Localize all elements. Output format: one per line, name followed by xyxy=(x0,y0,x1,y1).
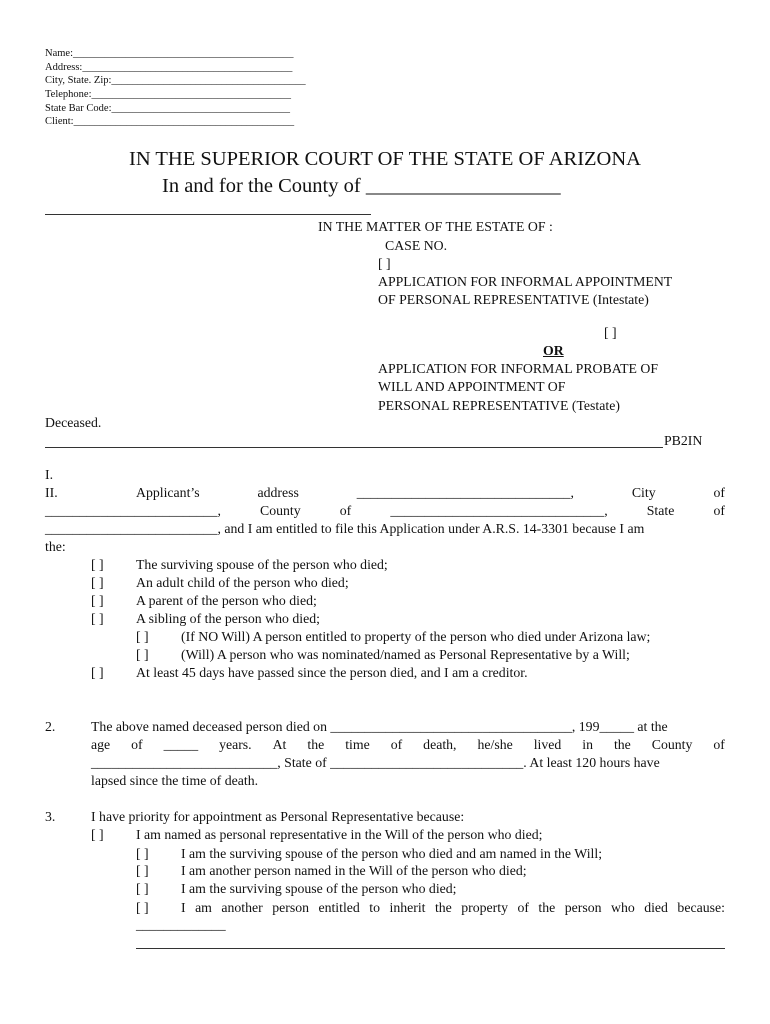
option-adult-child-text: An adult child of the person who died; xyxy=(136,575,349,590)
applicant-address-line[interactable] xyxy=(136,484,725,502)
word: the xyxy=(613,737,631,752)
word: he/she xyxy=(477,737,513,752)
word: to xyxy=(369,900,381,915)
entitlement-line: _________________________, and I am entitled to file this Application under A.R.S. 14-3301 because I am xyxy=(45,521,645,536)
priority-line: I have priority for appointment as Personal Representative because: xyxy=(91,809,465,824)
word: because: xyxy=(677,900,725,915)
surviving-spouse-text: I am the surviving spouse of the person who died; xyxy=(181,881,457,896)
para-3-number: 3. xyxy=(45,809,56,824)
word: Applicant’s xyxy=(136,485,200,500)
sub-option-will-checkbox[interactable]: [ ] xyxy=(136,647,149,662)
county-title: In and for the County of ___________________ xyxy=(162,175,561,197)
word: person xyxy=(272,900,309,915)
word: death, xyxy=(423,737,457,752)
word: time xyxy=(345,737,370,752)
option-parent-checkbox[interactable]: [ ] xyxy=(91,593,104,608)
form-code: PB2IN xyxy=(664,433,703,448)
word: of xyxy=(131,737,143,752)
option-spouse-text: The surviving spouse of the person who died; xyxy=(136,557,388,572)
word: State xyxy=(646,503,675,518)
option-sibling-checkbox[interactable]: [ ] xyxy=(91,611,104,626)
county-blank[interactable]: _______________________________, xyxy=(390,503,608,518)
court-title: IN THE SUPERIOR COURT OF THE STATE OF ARIZONA xyxy=(129,148,641,170)
deceased-label: Deceased. xyxy=(45,415,102,430)
word: County xyxy=(260,503,301,518)
word: address xyxy=(257,485,299,500)
spouse-named-text: I am the surviving spouse of the person who died and am named in the Will; xyxy=(181,846,603,861)
case-number-label: CASE NO. xyxy=(385,238,448,253)
another-named-checkbox[interactable]: [ ] xyxy=(136,863,149,878)
option-spouse-checkbox[interactable]: [ ] xyxy=(91,557,104,572)
applicant-city-county-line[interactable] xyxy=(45,502,725,520)
word: the xyxy=(538,900,556,915)
inherit-reason-line[interactable] xyxy=(136,948,725,949)
word: of xyxy=(517,900,529,915)
surviving-spouse-checkbox[interactable]: [ ] xyxy=(136,881,149,896)
word: of xyxy=(713,485,725,500)
address-field[interactable]: Address:________________________________________ xyxy=(45,62,293,73)
inherit-checkbox[interactable]: [ ] xyxy=(136,900,149,915)
caption-divider-line xyxy=(45,214,371,215)
county-state-line[interactable]: ___________________________, State of ____________________________. At least 120 hours have xyxy=(91,755,660,770)
testate-checkbox[interactable]: [ ] xyxy=(604,325,617,340)
app-intestate-line1: APPLICATION FOR INFORMAL APPOINTMENT xyxy=(378,274,673,289)
death-date-line[interactable]: The above named deceased person died on ___________________________________, 199_____ at the xyxy=(91,719,668,734)
age-blank[interactable]: _____ xyxy=(163,737,199,752)
city-state-zip-field[interactable]: City, State. Zip:_____________________________________ xyxy=(45,75,306,86)
option-creditor-checkbox[interactable]: [ ] xyxy=(91,665,104,680)
app-testate-line3: PERSONAL REPRESENTATIVE (Testate) xyxy=(378,398,620,413)
telephone-field[interactable]: Telephone:______________________________________ xyxy=(45,89,291,100)
option-parent-text: A parent of the person who died; xyxy=(136,593,317,608)
city-blank[interactable]: _________________________, xyxy=(45,503,221,518)
word: in xyxy=(582,737,593,752)
word: the xyxy=(434,900,452,915)
word: who xyxy=(610,900,635,915)
word: inherit xyxy=(389,900,426,915)
option-adult-child-checkbox[interactable]: [ ] xyxy=(91,575,104,590)
word: of xyxy=(713,503,725,518)
word: years. xyxy=(219,737,252,752)
matter-of-estate: IN THE MATTER OF THE ESTATE OF : xyxy=(318,219,553,234)
word: entitled xyxy=(318,900,360,915)
the-label: the: xyxy=(45,539,66,554)
word: of xyxy=(390,737,403,752)
inherit-text xyxy=(181,899,725,917)
para-2-number: 2. xyxy=(45,719,56,734)
or-label: OR xyxy=(543,343,564,358)
word: At xyxy=(272,737,287,752)
option-sibling-text: A sibling of the person who died; xyxy=(136,611,320,626)
word: of xyxy=(713,737,725,752)
form-code-line xyxy=(45,447,663,448)
address-blank[interactable]: _______________________________, xyxy=(356,485,574,500)
word: City xyxy=(631,485,656,500)
word: I xyxy=(181,900,186,915)
spouse-named-checkbox[interactable]: [ ] xyxy=(136,846,149,861)
intestate-checkbox[interactable]: [ ] xyxy=(378,256,391,271)
option-creditor-text: At least 45 days have passed since the person died, and I am a creditor. xyxy=(136,665,528,680)
state-bar-code-field[interactable]: State Bar Code:__________________________________ xyxy=(45,103,290,114)
name-field[interactable]: Name:__________________________________________ xyxy=(45,48,294,59)
app-testate-line1: APPLICATION FOR INFORMAL PROBATE OF xyxy=(378,361,659,376)
word: am xyxy=(195,900,212,915)
section-2-number: II. xyxy=(45,485,58,500)
word: the xyxy=(307,737,325,752)
another-named-text: I am another person named in the Will of the person who died; xyxy=(181,863,527,878)
inherit-reason-blank[interactable]: _____________ xyxy=(136,917,226,932)
word: age xyxy=(91,737,111,752)
word: died xyxy=(644,900,668,915)
word: lived xyxy=(533,737,562,752)
sub-option-no-will-text: (If NO Will) A person entitled to property of the person who died under Arizona law; xyxy=(181,629,651,644)
sub-option-no-will-checkbox[interactable]: [ ] xyxy=(136,629,149,644)
named-in-will-text: I am named as personal representative in the Will of the person who died; xyxy=(136,827,543,842)
app-intestate-line2: OF PERSONAL REPRESENTATIVE (Intestate) xyxy=(378,292,649,307)
word: person xyxy=(564,900,602,915)
app-testate-line2: WILL AND APPOINTMENT OF xyxy=(378,379,566,394)
word: of xyxy=(339,503,352,518)
sub-option-will-text: (Will) A person who was nominated/named as Personal Representative by a Will; xyxy=(181,647,630,662)
named-in-will-checkbox[interactable]: [ ] xyxy=(91,827,104,842)
word: County xyxy=(651,737,693,752)
client-field[interactable]: Client:__________________________________________ xyxy=(45,116,295,127)
word: property xyxy=(461,900,509,915)
section-1-number: I. xyxy=(45,467,54,482)
word: another xyxy=(221,900,263,915)
lapsed-line: lapsed since the time of death. xyxy=(91,773,259,788)
age-county-line[interactable] xyxy=(91,736,725,754)
